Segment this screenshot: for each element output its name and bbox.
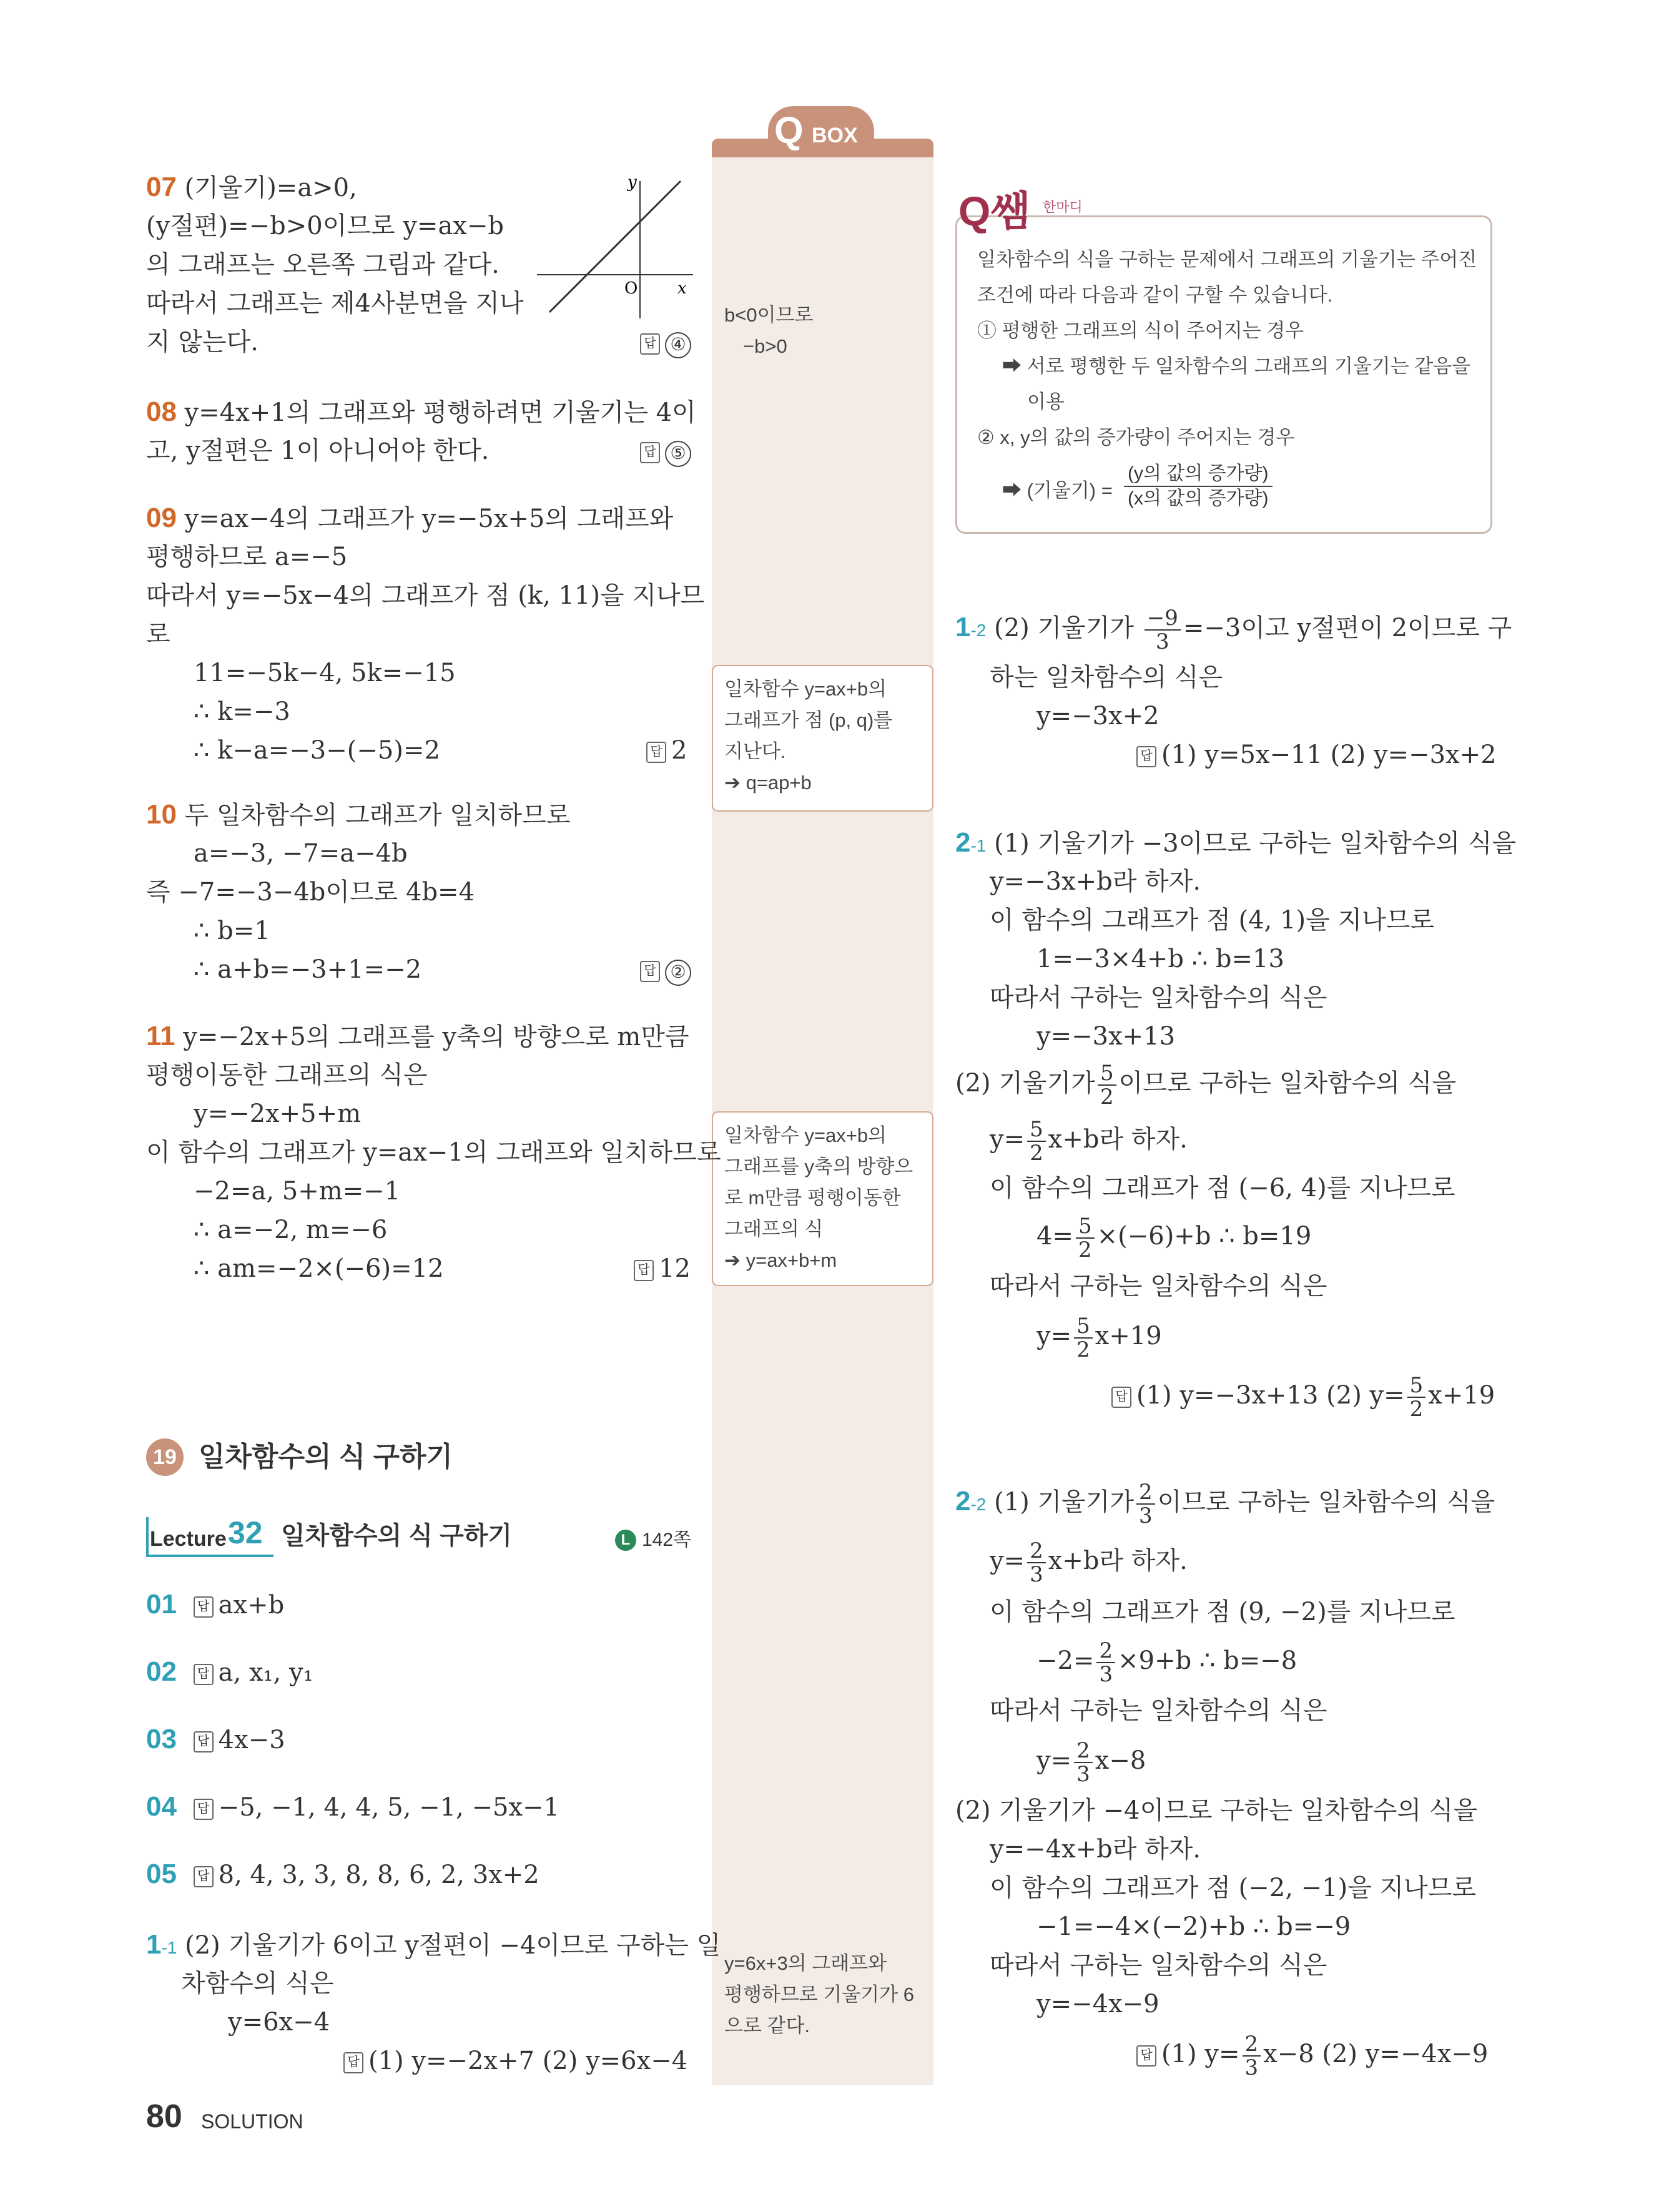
- fraction-denominator: 2: [1030, 1141, 1043, 1166]
- problem-08-line-2: 고, y절편은 1이 아니어야 한다.: [146, 436, 490, 465]
- text: (1) 기울기가: [994, 1488, 1135, 1516]
- q-tip-line: 조건에 따라 다음과 같이 구할 수 있습니다.: [977, 284, 1333, 306]
- fraction-numerator: 5: [1098, 1062, 1116, 1086]
- fraction-denominator: 3: [1244, 2055, 1259, 2080]
- problem-number: 05: [146, 1859, 177, 1889]
- answer-value: ④: [665, 332, 691, 358]
- side-note-1: [724, 300, 813, 362]
- answer-icon: 답: [640, 442, 660, 463]
- text: x+19: [1095, 1322, 1162, 1350]
- fraction: [1074, 1739, 1093, 1786]
- problem-10-line-2: a=−3, −7=a−4b: [194, 839, 408, 868]
- axis-y-label: y: [628, 173, 637, 192]
- text: (2) 기울기가: [994, 614, 1135, 642]
- side-note-3: [712, 1111, 933, 1286]
- section-title: 일차함수의 식 구하기: [199, 1442, 453, 1472]
- problem-subnumber: -1: [161, 1938, 177, 1957]
- fraction: [1076, 1215, 1095, 1261]
- fraction-numerator: 2: [1243, 2033, 1261, 2057]
- answer-10: [640, 951, 691, 988]
- problem-2-1-line-1: [955, 824, 1516, 865]
- fraction-denominator: 2: [1076, 1337, 1090, 1362]
- lecture-title: 일차함수의 식 구하기: [281, 1522, 512, 1550]
- q-tip-fraction: [1124, 462, 1273, 511]
- answer-2-1: [1111, 1367, 1495, 1423]
- problem-10-line-3: 즉 −7=−3−4b이므로 4b=4: [146, 878, 475, 907]
- fraction-denominator: 2: [1078, 1237, 1092, 1262]
- problem-number: 03: [146, 1724, 177, 1754]
- problem-07-line-1: [146, 169, 357, 207]
- qbox-badge: [768, 106, 874, 156]
- origin-label: O: [624, 279, 638, 298]
- answer-value: ②: [665, 960, 691, 986]
- answer-value: x−8 (2) y=−4x−9: [1263, 2040, 1489, 2068]
- text: 두 일차함수의 그래프가 일치하므로: [184, 801, 571, 830]
- note-line: ➔ q=ap+b: [724, 772, 812, 794]
- text: y=: [1036, 1746, 1072, 1775]
- fraction-numerator: (y의 값의 증가량): [1124, 462, 1273, 487]
- note-line: 지난다.: [724, 740, 786, 762]
- fraction-denominator: 3: [1139, 1503, 1153, 1528]
- text: y=−2x+5의 그래프를 y축의 방향으로 m만큼: [183, 1023, 689, 1051]
- problem-2-2-line-3: 이 함수의 그래프가 점 (9, −2)를 지나므로: [990, 1598, 1455, 1626]
- problem-2-1-line-5: 따라서 구하는 일차함수의 식은: [990, 983, 1327, 1012]
- q-tip-header: [958, 178, 1083, 234]
- answer-value: 12: [659, 1254, 691, 1283]
- answer-09: [646, 732, 687, 769]
- side-note-2: [712, 665, 933, 812]
- fraction-numerator: 5: [1407, 1374, 1426, 1398]
- text: x−8: [1095, 1746, 1146, 1775]
- fraction-denominator: 3: [1076, 1762, 1090, 1787]
- problem-09-line-7: ∴ k−a=−3−(−5)=2: [194, 736, 440, 765]
- fraction-denominator: 2: [1100, 1084, 1114, 1109]
- q-tip-line: 이용: [1027, 391, 1065, 413]
- text: −2=: [1036, 1646, 1095, 1675]
- note-line: 으로 같다.: [724, 2015, 810, 2037]
- answer-value: ⑤: [665, 441, 691, 467]
- fraction-denominator: 2: [1409, 1397, 1424, 1422]
- answer-icon: 답: [194, 1866, 214, 1887]
- problem-1-2-line-1: [955, 599, 1512, 656]
- problem-2-1-line-3: 이 함수의 그래프가 점 (4, 1)을 지나므로: [990, 906, 1435, 935]
- problem-number: 02: [146, 1656, 177, 1687]
- note-line: b<0이므로: [724, 304, 814, 326]
- answer-icon: 답: [1111, 1387, 1131, 1408]
- note-line: y=6x+3의 그래프와: [724, 1952, 887, 1974]
- problem-2-2-line-10: −1=−4×(−2)+b ∴ b=−9: [1036, 1912, 1351, 1941]
- short-answer-02: [146, 1653, 313, 1691]
- problem-2-2-line-7: (2) 기울기가 −4이므로 구하는 일차함수의 식을: [955, 1796, 1478, 1825]
- problem-2-1-line-8: [990, 1111, 1188, 1167]
- problem-07-line-3: 의 그래프는 오른쪽 그림과 같다.: [146, 250, 500, 279]
- short-answer-04: [146, 1788, 559, 1826]
- text: 이므로 구하는 일차함수의 식을: [1118, 1069, 1457, 1098]
- note-line: 그래프를 y축의 방향으: [724, 1156, 913, 1177]
- problem-1-2-line-2: 하는 일차함수의 식은: [990, 663, 1223, 692]
- answer-icon: 답: [194, 1596, 214, 1618]
- text: (2) 기울기가 6이고 y절편이 −4이므로 구하는 일: [185, 1931, 721, 1960]
- fraction: [1098, 1062, 1116, 1108]
- problem-2-1-line-9: 이 함수의 그래프가 점 (−6, 4)를 지나므로: [990, 1174, 1455, 1202]
- page-ref: 142쪽: [642, 1530, 692, 1550]
- answer-08: [640, 432, 691, 469]
- problem-subnumber: -2: [970, 1495, 987, 1514]
- text: y=ax−4의 그래프가 y=−5x+5의 그래프와: [184, 504, 674, 533]
- problem-11-line-7: ∴ am=−2×(−6)=12: [194, 1254, 444, 1283]
- fraction: [1145, 607, 1181, 653]
- problem-09-line-4: 로: [146, 620, 170, 649]
- answer-value: −5, −1, 4, 4, 5, −1, −5x−1: [218, 1793, 559, 1822]
- text: ×9+b ∴ b=−8: [1118, 1646, 1297, 1675]
- answer-icon: 답: [194, 1664, 214, 1685]
- problem-09-line-6: ∴ k=−3: [194, 697, 290, 726]
- note-line: 그래프가 점 (p, q)를: [724, 709, 893, 731]
- side-note-4: [724, 1948, 914, 2042]
- text: y=: [1036, 1322, 1072, 1350]
- text: (1) 기울기가 −3이므로 구하는 일차함수의 식을: [994, 829, 1517, 858]
- fraction: [1074, 1315, 1093, 1361]
- answer-1-1: [343, 2042, 687, 2080]
- q-tip-line: 일차함수의 식을 구하는 문제에서 그래프의 기울기는 주어진: [977, 248, 1477, 270]
- fraction-numerator: 5: [1076, 1215, 1095, 1239]
- problem-number: 1: [955, 612, 971, 642]
- fraction: [1096, 1639, 1115, 1686]
- problem-11-line-3: y=−2x+5+m: [194, 1099, 362, 1128]
- problem-11-line-4: 이 함수의 그래프가 y=ax−1의 그래프와 일치하므로: [146, 1138, 721, 1167]
- answer-icon: 답: [646, 742, 666, 763]
- line-graph: [537, 169, 693, 318]
- problem-09-line-5: 11=−5k−4, 5k=−15: [194, 659, 456, 687]
- text: x+b라 하자.: [1048, 1125, 1188, 1154]
- answer-value: 4x−3: [218, 1726, 285, 1754]
- problem-subnumber: -1: [970, 836, 987, 855]
- answer-icon: 답: [194, 1799, 214, 1820]
- problem-2-2-line-11: 따라서 구하는 일차함수의 식은: [990, 1951, 1327, 1980]
- problem-2-1-line-7: [955, 1055, 1456, 1111]
- axis-x-label: x: [677, 279, 687, 298]
- problem-number: 01: [146, 1589, 177, 1620]
- problem-1-1-line-2: 차함수의 식은: [181, 1969, 334, 1998]
- qbox-label: BOX: [812, 124, 858, 147]
- answer-icon: 답: [1136, 746, 1156, 767]
- qbox-q: Q: [774, 109, 804, 151]
- problem-2-2-line-5: 따라서 구하는 일차함수의 식은: [990, 1696, 1327, 1725]
- problem-2-2-line-4: [1036, 1633, 1297, 1689]
- text: (기울기)=a>0,: [184, 174, 357, 202]
- lecture-label: Lecture: [150, 1527, 227, 1551]
- text: x+b라 하자.: [1048, 1546, 1188, 1575]
- answer-value: (1) y=−2x+7 (2) y=6x−4: [368, 2047, 688, 2075]
- answer-icon: 답: [1136, 2045, 1156, 2067]
- answer-value: x+19: [1428, 1381, 1495, 1410]
- problem-number: 11: [146, 1021, 175, 1051]
- problem-2-1-line-12: [1036, 1308, 1162, 1364]
- problem-2-2-line-6: [1036, 1733, 1146, 1789]
- note-line: −b>0: [743, 335, 787, 357]
- problem-09-line-1: [146, 499, 673, 538]
- answer-11: [634, 1250, 691, 1287]
- problem-1-2-line-3: y=−3x+2: [1036, 702, 1159, 730]
- fraction: [1136, 1481, 1155, 1527]
- problem-07-line-4: 따라서 그래프는 제4사분면을 지나: [146, 289, 524, 318]
- page-ref-icon: L: [615, 1530, 636, 1551]
- problem-11-line-1: [146, 1018, 689, 1056]
- fraction-denominator: 3: [1030, 1562, 1043, 1587]
- text: y=: [990, 1546, 1025, 1575]
- q-tip-line: ② x, y의 값의 증가량이 주어지는 경우: [977, 426, 1295, 448]
- fraction-numerator: 2: [1074, 1739, 1093, 1763]
- text: y=4x+1의 그래프와 평행하려면 기울기는 4이: [184, 398, 696, 427]
- problem-2-1-line-10: [1036, 1208, 1311, 1264]
- page-number: 80: [146, 2098, 182, 2135]
- problem-number: 09: [146, 503, 177, 533]
- q-tip-line: ➡ (기울기) =: [1002, 479, 1113, 501]
- lecture-number: 32: [228, 1515, 263, 1550]
- answer-value: 8, 4, 3, 3, 8, 8, 6, 2, 3x+2: [218, 1861, 539, 1889]
- problem-10-line-1: [146, 796, 570, 834]
- problem-2-2-line-9: 이 함수의 그래프가 점 (−2, −1)을 지나므로: [990, 1874, 1477, 1902]
- problem-2-2-line-2: [990, 1533, 1188, 1589]
- fraction-denominator: (x의 값의 증가량): [1128, 488, 1269, 509]
- answer-1-2: [1136, 736, 1497, 774]
- footer-label: SOLUTION: [201, 2110, 303, 2133]
- answer-icon: 답: [640, 961, 660, 982]
- q-tip-line: ➡ 서로 평행한 두 일차함수의 그래프의 기울기는 같음을: [1002, 355, 1471, 377]
- problem-2-1-line-2: y=−3x+b라 하자.: [990, 867, 1201, 896]
- fraction-denominator: 3: [1099, 1662, 1113, 1687]
- text: 4=: [1036, 1222, 1073, 1251]
- problem-10-line-4: ∴ b=1: [194, 917, 270, 945]
- fraction-numerator: 2: [1136, 1481, 1155, 1505]
- short-answer-03: [146, 1721, 285, 1759]
- problem-number: 1: [146, 1929, 162, 1960]
- problem-11-line-2: 평행이동한 그래프의 식은: [146, 1061, 428, 1089]
- problem-11-line-5: −2=a, 5+m=−1: [194, 1177, 401, 1206]
- problem-07-line-5: 지 않는다.: [146, 328, 258, 356]
- fraction-numerator: 5: [1074, 1315, 1093, 1339]
- problem-2-2-line-1: [955, 1473, 1495, 1530]
- problem-08-line-1: [146, 393, 696, 431]
- problem-2-1-line-11: 따라서 구하는 일차함수의 식은: [990, 1272, 1327, 1300]
- note-line: 그래프의 식: [724, 1218, 824, 1240]
- answer-value: (1) y=−3x+13 (2) y=: [1136, 1381, 1405, 1410]
- answer-value: (1) y=5x−11 (2) y=−3x+2: [1161, 740, 1497, 769]
- text: (2) 기울기가: [955, 1069, 1095, 1098]
- fraction-numerator: 2: [1096, 1639, 1115, 1663]
- answer-value: (1) y=: [1161, 2040, 1240, 2068]
- note-line: 일차함수 y=ax+b의: [724, 1124, 887, 1146]
- problem-number: 04: [146, 1791, 177, 1822]
- fraction-numerator: 2: [1027, 1540, 1046, 1563]
- answer-icon: 답: [194, 1731, 214, 1752]
- answer-07: [640, 323, 691, 361]
- note-line: 평행하므로 기울기가 6: [724, 1983, 914, 2005]
- problem-2-2-line-12: y=−4x−9: [1036, 1990, 1159, 2018]
- problem-2-1-line-4: 1=−3×4+b ∴ b=13: [1036, 945, 1284, 973]
- problem-09-line-3: 따라서 y=−5x−4의 그래프가 점 (k, 11)을 지나므: [146, 581, 705, 610]
- problem-1-1-line-1: [146, 1926, 721, 1967]
- problem-1-1-line-3: y=6x−4: [228, 2008, 330, 2037]
- fraction-denominator: 3: [1156, 629, 1169, 654]
- fraction: [1027, 1118, 1046, 1164]
- fraction: [1407, 1374, 1426, 1420]
- answer-value: ax+b: [218, 1591, 285, 1620]
- problem-10-line-5: ∴ a+b=−3+1=−2: [194, 955, 422, 984]
- fraction: [1243, 2033, 1261, 2079]
- fraction: [1027, 1540, 1046, 1586]
- problem-number: 07: [146, 172, 177, 202]
- note-line: ➔ y=ax+b+m: [724, 1249, 837, 1271]
- text: ×(−6)+b ∴ b=19: [1096, 1222, 1312, 1251]
- note-line: 로 m만큼 평행이동한: [724, 1187, 901, 1209]
- text: =−3이고 y절편이 2이므로 구: [1183, 614, 1512, 642]
- section-number-badge: 19: [146, 1438, 184, 1476]
- q-tip-line: ① 평행한 그래프의 식이 주어지는 경우: [977, 320, 1304, 342]
- problem-11-line-6: ∴ a=−2, m=−6: [194, 1216, 388, 1244]
- problem-number: 08: [146, 396, 177, 427]
- answer-value: 2: [671, 736, 687, 765]
- answer-value: a, x₁, y₁: [218, 1658, 313, 1687]
- problem-2-1-line-6: y=−3x+13: [1036, 1022, 1176, 1051]
- fraction-numerator: −9: [1145, 607, 1181, 631]
- short-answer-01: [146, 1586, 284, 1624]
- problem-number: 10: [146, 799, 177, 830]
- short-answer-05: [146, 1856, 539, 1894]
- fraction-numerator: 5: [1027, 1118, 1046, 1142]
- text: 이므로 구하는 일차함수의 식을: [1157, 1488, 1495, 1516]
- problem-number: 2: [955, 1486, 971, 1516]
- answer-2-2: [1136, 2026, 1488, 2082]
- problem-2-2-line-8: y=−4x+b라 하자.: [990, 1835, 1201, 1864]
- problem-number: 2: [955, 827, 971, 858]
- answer-icon: 답: [343, 2052, 363, 2073]
- problem-07-line-2: (y절편)=−b>0이므로 y=ax−b: [146, 212, 504, 240]
- note-line: 일차함수 y=ax+b의: [724, 678, 887, 700]
- q-tip-subtitle: 한마디: [1043, 199, 1083, 215]
- problem-subnumber: -2: [970, 621, 987, 640]
- text: y=: [990, 1125, 1025, 1154]
- answer-icon: 답: [640, 333, 660, 355]
- q-tip-title: Q쌤: [958, 188, 1031, 234]
- answer-icon: 답: [634, 1260, 654, 1281]
- problem-09-line-2: 평행하므로 a=−5: [146, 543, 348, 571]
